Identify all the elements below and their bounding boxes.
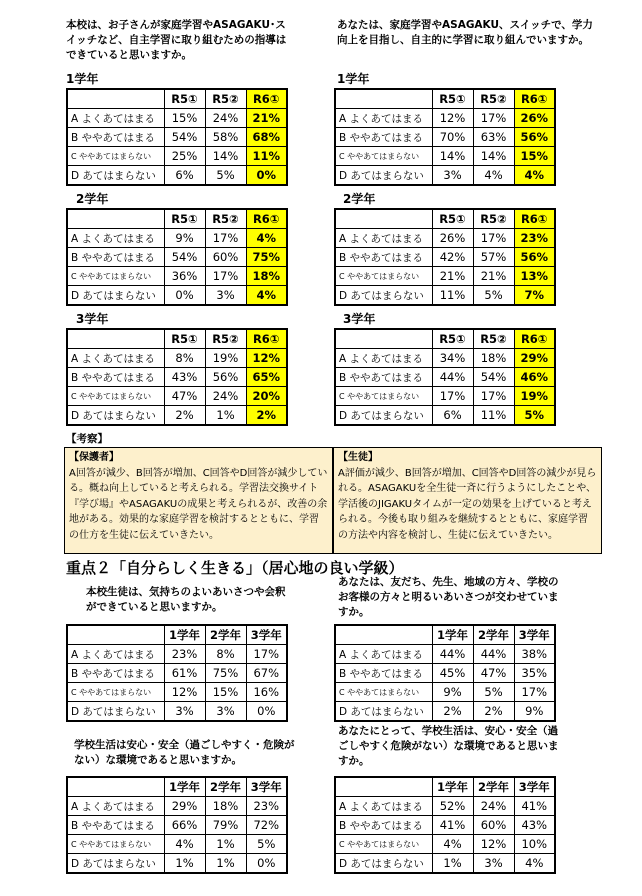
value-cell: 70% — [432, 128, 473, 147]
table-row — [67, 664, 287, 683]
value-cell: 43% — [164, 368, 205, 387]
grade-label: 2学年 — [76, 192, 109, 206]
value-cell: 41% — [514, 797, 555, 816]
value-cell: 56% — [205, 368, 246, 387]
value-cell: 61% — [164, 664, 205, 683]
row-label: A よくあてはまる — [335, 645, 432, 664]
value-cell: 47% — [473, 664, 514, 683]
value-cell: 47% — [164, 387, 205, 406]
column-header: R5② — [205, 329, 246, 349]
row-label: B ややあてはまる — [67, 248, 164, 267]
value-cell: 57% — [473, 248, 514, 267]
row-label: D あてはまらない — [67, 286, 164, 306]
row-label: D あてはまらない — [67, 166, 164, 186]
kousatsu-label: 【考察】 — [66, 433, 108, 445]
value-cell: 17% — [514, 683, 555, 702]
table-row — [335, 147, 555, 166]
table-header-row — [67, 329, 287, 349]
column-header: 1学年 — [432, 625, 473, 645]
value-cell: 23% — [514, 229, 555, 248]
column-header: R6① — [514, 209, 555, 229]
row-label: D あてはまらない — [67, 854, 164, 874]
column-header: R5① — [432, 329, 473, 349]
value-cell: 44% — [432, 645, 473, 664]
value-cell: 68% — [246, 128, 287, 147]
grade-label: 3学年 — [76, 312, 109, 326]
value-cell: 44% — [432, 368, 473, 387]
value-cell: 1% — [205, 406, 246, 426]
value-cell: 6% — [164, 166, 205, 186]
row-label: A よくあてはまる — [67, 109, 164, 128]
table-row — [335, 683, 555, 702]
table-row — [335, 128, 555, 147]
value-cell: 36% — [164, 267, 205, 286]
column-header: R5① — [432, 209, 473, 229]
grade-label: 1学年 — [66, 72, 99, 86]
table-row — [335, 229, 555, 248]
row-label: D あてはまらない — [67, 702, 164, 722]
column-header: 3学年 — [514, 777, 555, 797]
table-header-row — [67, 625, 287, 645]
row-label: B ややあてはまる — [335, 664, 432, 683]
table-parent-grade3 — [66, 328, 288, 426]
row-label: C ややあてはまらない — [335, 147, 432, 166]
row-label: D あてはまらない — [335, 702, 432, 722]
value-cell: 16% — [246, 683, 287, 702]
value-cell: 41% — [432, 816, 473, 835]
value-cell: 12% — [164, 683, 205, 702]
column-header: 3学年 — [246, 777, 287, 797]
value-cell: 21% — [246, 109, 287, 128]
value-cell: 46% — [514, 368, 555, 387]
row-label: A よくあてはまる — [335, 349, 432, 368]
value-cell: 15% — [205, 683, 246, 702]
row-label: A よくあてはまる — [335, 109, 432, 128]
value-cell: 4% — [432, 835, 473, 854]
value-cell: 3% — [205, 286, 246, 306]
table-row — [67, 854, 287, 874]
value-cell: 1% — [205, 835, 246, 854]
question-student-study: あなたは、家庭学習やASAGAKU、スイッチで、学力向上を目指し、自主的に学習に取り組んでいますか。 — [337, 19, 593, 46]
table-corner-cell — [335, 329, 432, 349]
value-cell: 17% — [473, 387, 514, 406]
table-corner-cell — [335, 89, 432, 109]
column-header: R6① — [514, 89, 555, 109]
table-row — [67, 109, 287, 128]
value-cell: 17% — [432, 387, 473, 406]
value-cell: 21% — [432, 267, 473, 286]
value-cell: 5% — [205, 166, 246, 186]
value-cell: 9% — [164, 229, 205, 248]
value-cell: 29% — [164, 797, 205, 816]
column-header: R5① — [164, 329, 205, 349]
value-cell: 60% — [205, 248, 246, 267]
row-label: B ややあてはまる — [335, 248, 432, 267]
comment-box-text: A回答が減少、B回答が増加、C回答やD回答が減少している。概ね向上していると考えられる。学習法交換サイト『学び場』やASAGAKUの成果と考えられるが、改善の余地がある。効果的な家庭学習を検討するとともに、学習の仕方を生徒に伝えていきたい。 — [69, 467, 328, 541]
column-header: 2学年 — [205, 625, 246, 645]
value-cell: 0% — [246, 702, 287, 722]
value-cell: 8% — [164, 349, 205, 368]
value-cell: 79% — [205, 816, 246, 835]
row-label: C ややあてはまらない — [67, 147, 164, 166]
table-row — [67, 702, 287, 722]
value-cell: 44% — [473, 645, 514, 664]
value-cell: 9% — [432, 683, 473, 702]
comment-box-student — [333, 447, 602, 554]
row-label: A よくあてはまる — [67, 797, 164, 816]
table-row — [67, 797, 287, 816]
table-header-row — [67, 209, 287, 229]
value-cell: 24% — [205, 109, 246, 128]
table-row — [67, 387, 287, 406]
column-header: 2学年 — [473, 625, 514, 645]
value-cell: 26% — [432, 229, 473, 248]
value-cell: 26% — [514, 109, 555, 128]
table-student-grade3 — [334, 328, 556, 426]
value-cell: 12% — [246, 349, 287, 368]
value-cell: 17% — [246, 645, 287, 664]
value-cell: 13% — [514, 267, 555, 286]
value-cell: 15% — [514, 147, 555, 166]
value-cell: 67% — [246, 664, 287, 683]
value-cell: 56% — [514, 128, 555, 147]
value-cell: 0% — [164, 286, 205, 306]
column-header: 2学年 — [205, 777, 246, 797]
table-corner-cell — [335, 777, 432, 797]
value-cell: 42% — [432, 248, 473, 267]
column-header: R6① — [246, 329, 287, 349]
table-row — [335, 645, 555, 664]
table-header-row — [335, 209, 555, 229]
value-cell: 10% — [514, 835, 555, 854]
value-cell: 5% — [246, 835, 287, 854]
value-cell: 34% — [432, 349, 473, 368]
value-cell: 17% — [473, 109, 514, 128]
table-header-row — [67, 777, 287, 797]
table-parent-grade2 — [66, 208, 288, 306]
table-header-row — [335, 777, 555, 797]
row-label: A よくあてはまる — [67, 229, 164, 248]
table-row — [335, 664, 555, 683]
table-row — [67, 683, 287, 702]
value-cell: 4% — [473, 166, 514, 186]
column-header: R5② — [473, 209, 514, 229]
row-label: B ややあてはまる — [67, 128, 164, 147]
value-cell: 9% — [514, 702, 555, 722]
table-row — [67, 645, 287, 664]
table-row — [67, 166, 287, 186]
column-header: R6① — [246, 209, 287, 229]
comment-box-title: 【生徒】 — [338, 452, 378, 463]
value-cell: 54% — [164, 128, 205, 147]
table-row — [335, 406, 555, 426]
value-cell: 63% — [473, 128, 514, 147]
table-student-grade1 — [334, 88, 556, 186]
row-label: D あてはまらない — [335, 406, 432, 426]
column-header: R5① — [164, 89, 205, 109]
value-cell: 24% — [205, 387, 246, 406]
row-label: B ややあてはまる — [335, 816, 432, 835]
value-cell: 3% — [432, 166, 473, 186]
table-student-safety — [334, 776, 556, 874]
value-cell: 54% — [473, 368, 514, 387]
table-row — [67, 147, 287, 166]
table-row — [335, 816, 555, 835]
value-cell: 2% — [473, 702, 514, 722]
question-parent-greeting: 本校生徒は、気持ちのよいあいさつや会釈ができていると思いますか。 — [86, 586, 286, 613]
table-row — [67, 406, 287, 426]
table-student-grade2 — [334, 208, 556, 306]
row-label: B ややあてはまる — [67, 816, 164, 835]
value-cell: 45% — [432, 664, 473, 683]
column-header: 1学年 — [432, 777, 473, 797]
table-header-row — [335, 89, 555, 109]
value-cell: 66% — [164, 816, 205, 835]
table-row — [335, 835, 555, 854]
table-row — [67, 349, 287, 368]
value-cell: 43% — [514, 816, 555, 835]
table-row — [335, 267, 555, 286]
value-cell: 60% — [473, 816, 514, 835]
column-header: R5① — [164, 209, 205, 229]
row-label: C ややあてはまらない — [335, 683, 432, 702]
row-label: C ややあてはまらない — [335, 267, 432, 286]
row-label: C ややあてはまらない — [67, 835, 164, 854]
table-row — [335, 854, 555, 874]
table-corner-cell — [335, 209, 432, 229]
value-cell: 5% — [473, 683, 514, 702]
value-cell: 11% — [246, 147, 287, 166]
comment-box-text: A評価が減少、B回答が増加、C回答やD回答の減少が見られる。ASAGAKUを全生徒一斉に行うようにしたことや、学活後のJIGAKUタイムが一定の効果を上げていると考えられる。今後も取り組みを継続するとともに、家庭学習の方法や内容を検討し、生徒に伝えていきたい。 — [338, 467, 597, 541]
table-row — [335, 248, 555, 267]
table-row — [67, 835, 287, 854]
value-cell: 72% — [246, 816, 287, 835]
value-cell: 2% — [432, 702, 473, 722]
row-label: C ややあてはまらない — [67, 683, 164, 702]
table-corner-cell — [67, 89, 164, 109]
row-label: B ややあてはまる — [67, 368, 164, 387]
table-corner-cell — [335, 625, 432, 645]
value-cell: 58% — [205, 128, 246, 147]
grade-label: 3学年 — [343, 312, 376, 326]
table-corner-cell — [67, 625, 164, 645]
table-row — [335, 368, 555, 387]
value-cell: 21% — [473, 267, 514, 286]
table-student-greeting — [334, 624, 556, 722]
grade-label: 2学年 — [343, 192, 376, 206]
table-row — [67, 267, 287, 286]
value-cell: 11% — [432, 286, 473, 306]
column-header: R6① — [246, 89, 287, 109]
table-row — [67, 368, 287, 387]
value-cell: 75% — [246, 248, 287, 267]
value-cell: 7% — [514, 286, 555, 306]
value-cell: 8% — [205, 645, 246, 664]
table-parent-grade1 — [66, 88, 288, 186]
column-header: R5① — [432, 89, 473, 109]
column-header: R6① — [514, 329, 555, 349]
value-cell: 5% — [473, 286, 514, 306]
value-cell: 75% — [205, 664, 246, 683]
table-header-row — [335, 625, 555, 645]
value-cell: 14% — [473, 147, 514, 166]
column-header: R5② — [205, 89, 246, 109]
question-parent-safety: 学校生活は安心・安全（過ごしやすく・危険がない）な環境であると思いますか。 — [74, 739, 295, 766]
value-cell: 23% — [164, 645, 205, 664]
grade-label: 1学年 — [337, 72, 370, 86]
row-label: A よくあてはまる — [67, 349, 164, 368]
value-cell: 19% — [205, 349, 246, 368]
value-cell: 15% — [164, 109, 205, 128]
value-cell: 0% — [246, 854, 287, 874]
table-header-row — [67, 89, 287, 109]
value-cell: 6% — [432, 406, 473, 426]
value-cell: 56% — [514, 248, 555, 267]
value-cell: 1% — [205, 854, 246, 874]
table-row — [67, 128, 287, 147]
column-header: 2学年 — [473, 777, 514, 797]
value-cell: 29% — [514, 349, 555, 368]
value-cell: 12% — [432, 109, 473, 128]
value-cell: 19% — [514, 387, 555, 406]
value-cell: 2% — [246, 406, 287, 426]
value-cell: 14% — [205, 147, 246, 166]
value-cell: 2% — [164, 406, 205, 426]
value-cell: 1% — [164, 854, 205, 874]
table-row — [335, 286, 555, 306]
row-label: A よくあてはまる — [67, 645, 164, 664]
row-label: B ややあてはまる — [335, 368, 432, 387]
value-cell: 4% — [514, 166, 555, 186]
table-row — [67, 286, 287, 306]
table-row — [335, 797, 555, 816]
value-cell: 4% — [246, 229, 287, 248]
row-label: D あてはまらない — [335, 854, 432, 874]
question-parent-study: 本校は、お子さんが家庭学習やASAGAKU･スイッチなど、自主学習に取り組むための指導はできていると思いますか。 — [66, 19, 287, 61]
value-cell: 38% — [514, 645, 555, 664]
row-label: C ややあてはまらない — [335, 387, 432, 406]
value-cell: 1% — [432, 854, 473, 874]
value-cell: 65% — [246, 368, 287, 387]
value-cell: 17% — [205, 229, 246, 248]
value-cell: 4% — [514, 854, 555, 874]
value-cell: 18% — [246, 267, 287, 286]
value-cell: 0% — [246, 166, 287, 186]
table-corner-cell — [67, 209, 164, 229]
value-cell: 23% — [246, 797, 287, 816]
value-cell: 18% — [473, 349, 514, 368]
value-cell: 52% — [432, 797, 473, 816]
value-cell: 3% — [164, 702, 205, 722]
value-cell: 25% — [164, 147, 205, 166]
column-header: R5② — [473, 329, 514, 349]
value-cell: 24% — [473, 797, 514, 816]
column-header: R5② — [205, 209, 246, 229]
table-row — [335, 387, 555, 406]
table-parent-safety — [66, 776, 288, 874]
value-cell: 12% — [473, 835, 514, 854]
row-label: A よくあてはまる — [335, 797, 432, 816]
question-student-safety: あなたにとって、学校生活は、安心・安全（過ごしやすく危険がない）な環境であると思いますか。 — [338, 725, 559, 767]
column-header: 1学年 — [164, 625, 205, 645]
comment-box-parent — [64, 447, 333, 554]
comment-box-title: 【保護者】 — [69, 452, 119, 463]
table-row — [335, 109, 555, 128]
value-cell: 3% — [473, 854, 514, 874]
table-corner-cell — [67, 329, 164, 349]
section-title: 重点２「自分らしく生きる」（居心地の良い学級） — [66, 559, 404, 577]
row-label: A よくあてはまる — [335, 229, 432, 248]
table-row — [67, 248, 287, 267]
value-cell: 11% — [473, 406, 514, 426]
table-row — [335, 702, 555, 722]
table-row — [67, 816, 287, 835]
value-cell: 5% — [514, 406, 555, 426]
table-parent-greeting — [66, 624, 288, 722]
value-cell: 3% — [205, 702, 246, 722]
question-student-greeting: あなたは、友だち、先生、地域の方々、学校のお客様の方々と明るいあいさつが交わせていますか。 — [338, 576, 559, 618]
value-cell: 14% — [432, 147, 473, 166]
table-row — [335, 166, 555, 186]
column-header: 3学年 — [246, 625, 287, 645]
value-cell: 54% — [164, 248, 205, 267]
value-cell: 17% — [205, 267, 246, 286]
value-cell: 4% — [246, 286, 287, 306]
table-row — [335, 349, 555, 368]
table-row — [67, 229, 287, 248]
column-header: R5② — [473, 89, 514, 109]
row-label: D あてはまらない — [335, 286, 432, 306]
row-label: C ややあてはまらない — [67, 387, 164, 406]
value-cell: 4% — [164, 835, 205, 854]
row-label: D あてはまらない — [67, 406, 164, 426]
table-header-row — [335, 329, 555, 349]
value-cell: 17% — [473, 229, 514, 248]
table-corner-cell — [67, 777, 164, 797]
row-label: D あてはまらない — [335, 166, 432, 186]
row-label: C ややあてはまらない — [67, 267, 164, 286]
row-label: B ややあてはまる — [335, 128, 432, 147]
value-cell: 35% — [514, 664, 555, 683]
value-cell: 18% — [205, 797, 246, 816]
column-header: 3学年 — [514, 625, 555, 645]
value-cell: 20% — [246, 387, 287, 406]
row-label: C ややあてはまらない — [335, 835, 432, 854]
row-label: B ややあてはまる — [67, 664, 164, 683]
column-header: 1学年 — [164, 777, 205, 797]
